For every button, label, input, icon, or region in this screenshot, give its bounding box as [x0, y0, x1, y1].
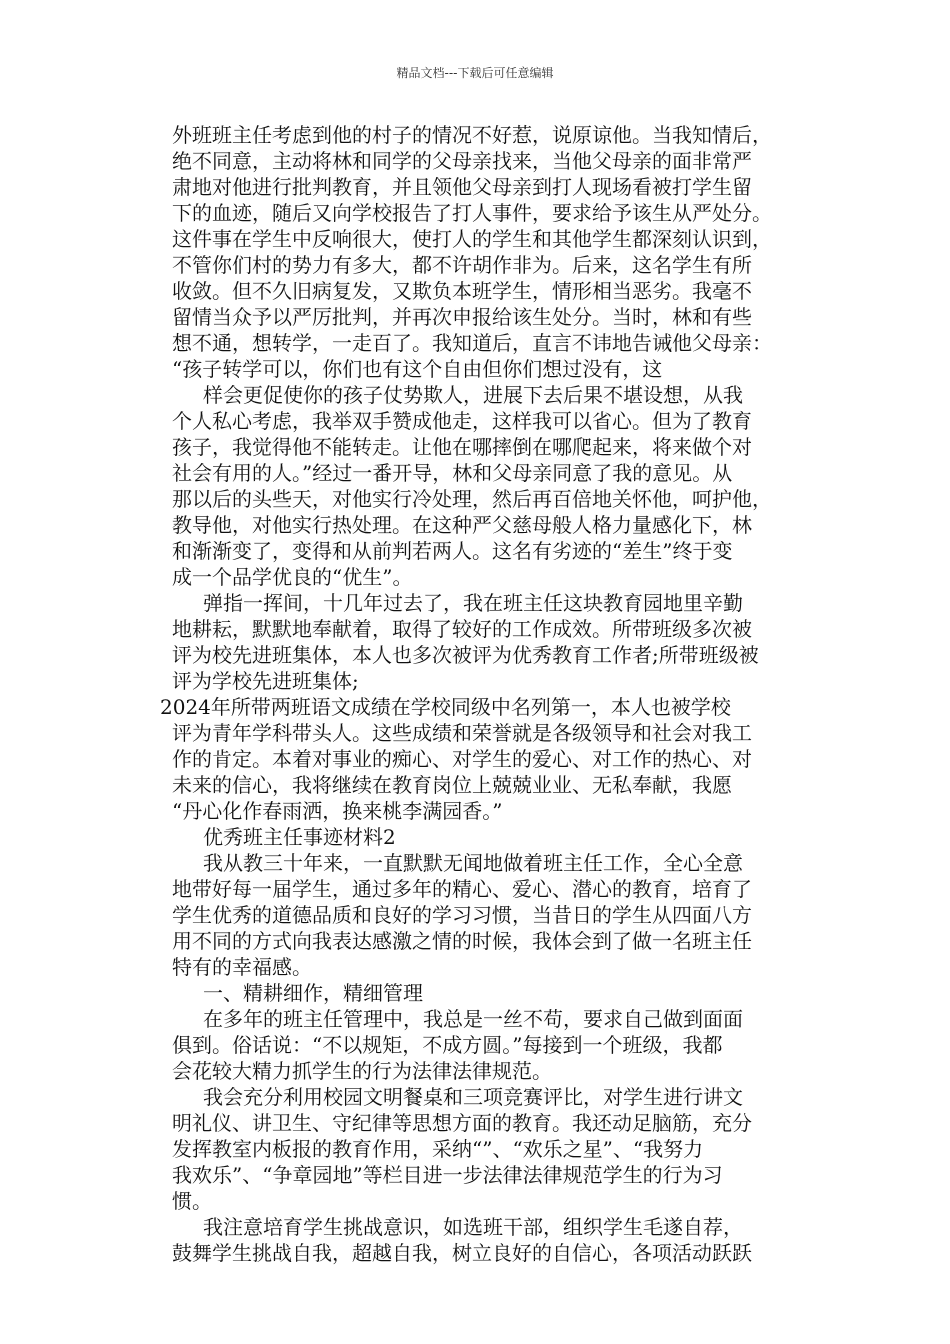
- subsection-heading: 一、精耕细作，精细管理: [203, 981, 423, 1005]
- text-line: 个人私心考虑，我举双手赞成他走，这样我可以省心。但为了教育: [172, 409, 752, 433]
- text-line: 不管你们村的势力有多大，都不许胡作非为。后来，这名学生有所: [172, 253, 752, 277]
- text-line: 想不通，想转学，一走百了。我知道后，直言不讳地告诫他父母亲：: [172, 331, 772, 355]
- text-line: 未来的信心，我将继续在教育岗位上兢兢业业、无私奉献，我愿: [172, 773, 732, 797]
- text-line: 下的血迹，随后又向学校报告了打人事件，要求给予该生从严处分。: [172, 201, 772, 225]
- text-line: 会花较大精力抓学生的行为法律法律规范。: [172, 1059, 552, 1083]
- text-line: 肃地对他进行批判教育，并且领他父母亲到打人现场看被打学生留: [172, 175, 752, 199]
- text-line: 发挥教室内板报的教育作用，采纳“”、“欢乐之星”、“我努力: [172, 1137, 704, 1161]
- paragraph-start-line: 弹指一挥间，十几年过去了，我在班主任这块教育园地里辛勤: [203, 591, 743, 615]
- text-line: 地带好每一届学生，通过多年的精心、爱心、潜心的教育，培育了: [172, 877, 752, 901]
- text-line: 惯。: [172, 1189, 212, 1213]
- text-line: 学生优秀的道德品质和良好的学习习惯，当昔日的学生从四面八方: [172, 903, 752, 927]
- section-title: 优秀班主任事迹材料2: [203, 825, 396, 849]
- text-line: 教导他，对他实行热处理。在这种严父慈母般人格力量感化下，林: [172, 513, 752, 537]
- text-line: 特有的幸福感。: [172, 955, 312, 979]
- text-line: 评为青年学科带头人。这些成绩和荣誉就是各级领导和社会对我工: [172, 721, 752, 745]
- text-line: 俱到。俗话说：“不以规矩，不成方圆。”每接到一个班级，我都: [172, 1033, 723, 1057]
- paragraph-start-line: 样会更促使你的孩子仗势欺人，进展下去后果不堪设想，从我: [203, 383, 743, 407]
- text-line: 明礼仪、讲卫生、守纪律等思想方面的教育。我还动足脑筋，充分: [172, 1111, 752, 1135]
- paragraph-start-line: 在多年的班主任管理中，我总是一丝不苟，要求自己做到面面: [203, 1007, 743, 1031]
- page-header: 精品文档---下载后可任意编辑: [396, 66, 554, 80]
- text-line: 绝不同意，主动将林和同学的父母亲找来，当他父母亲的面非常严: [172, 149, 752, 173]
- text-line: 成一个品学优良的“优生”。: [172, 565, 413, 589]
- text-line: 留情当众予以严厉批判，并再次申报给该生处分。当时，林和有些: [172, 305, 752, 329]
- text-line: 我欢乐”、“争章园地”等栏目进一步法律法律规范学生的行为习: [172, 1163, 723, 1187]
- paragraph-start-line: 我会充分利用校园文明餐桌和三项竞赛评比，对学生进行讲文: [203, 1085, 743, 1109]
- text-line: 孩子，我觉得他不能转走。让他在哪摔倒在哪爬起来，将来做个对: [172, 435, 752, 459]
- text-line: 评为校先进班集体，本人也多次被评为优秀教育工作者;所带班级被: [172, 643, 759, 667]
- text-line: 鼓舞学生挑战自我，超越自我，树立良好的自信心，各项活动跃跃: [172, 1241, 752, 1265]
- text-line: 和渐渐变了，变得和从前判若两人。这名有劣迹的“差生”终于变: [172, 539, 733, 563]
- text-line: 地耕耘，默默地奉献着，取得了较好的工作成效。所带班级多次被: [172, 617, 752, 641]
- text-line: “丹心化作春雨洒，换来桃李满园香。”: [172, 799, 503, 823]
- text-line: 这件事在学生中反响很大，使打人的学生和其他学生都深刻认识到，: [172, 227, 772, 251]
- paragraph-start-line: 我从教三十年来，一直默默无闻地做着班主任工作，全心全意: [203, 851, 743, 875]
- text-line: 收敛。但不久旧病复发，又欺负本班学生，情形相当恶劣。我毫不: [172, 279, 752, 303]
- paragraph-start-line: 我注意培育学生挑战意识，如选班干部，组织学生毛遂自荐，: [203, 1215, 743, 1239]
- text-line: 那以后的头些天，对他实行冷处理，然后再百倍地关怀他，呵护他，: [172, 487, 772, 511]
- paragraph-start-line: 2024年所带两班语文成绩在学校同级中名列第一，本人也被学校: [160, 695, 731, 719]
- text-line: “孩子转学可以，你们也有这个自由但你们想过没有，这: [172, 357, 663, 381]
- text-line: 作的肯定。本着对事业的痴心、对学生的爱心、对工作的热心、对: [172, 747, 752, 771]
- text-line: 社会有用的人。”经过一番开导，林和父母亲同意了我的意见。从: [172, 461, 733, 485]
- text-line: 用不同的方式向我表达感激之情的时候，我体会到了做一名班主任: [172, 929, 752, 953]
- text-line: 评为学校先进班集体;: [172, 669, 359, 693]
- text-line: 外班班主任考虑到他的村子的情况不好惹，说原谅他。当我知情后，: [172, 123, 772, 147]
